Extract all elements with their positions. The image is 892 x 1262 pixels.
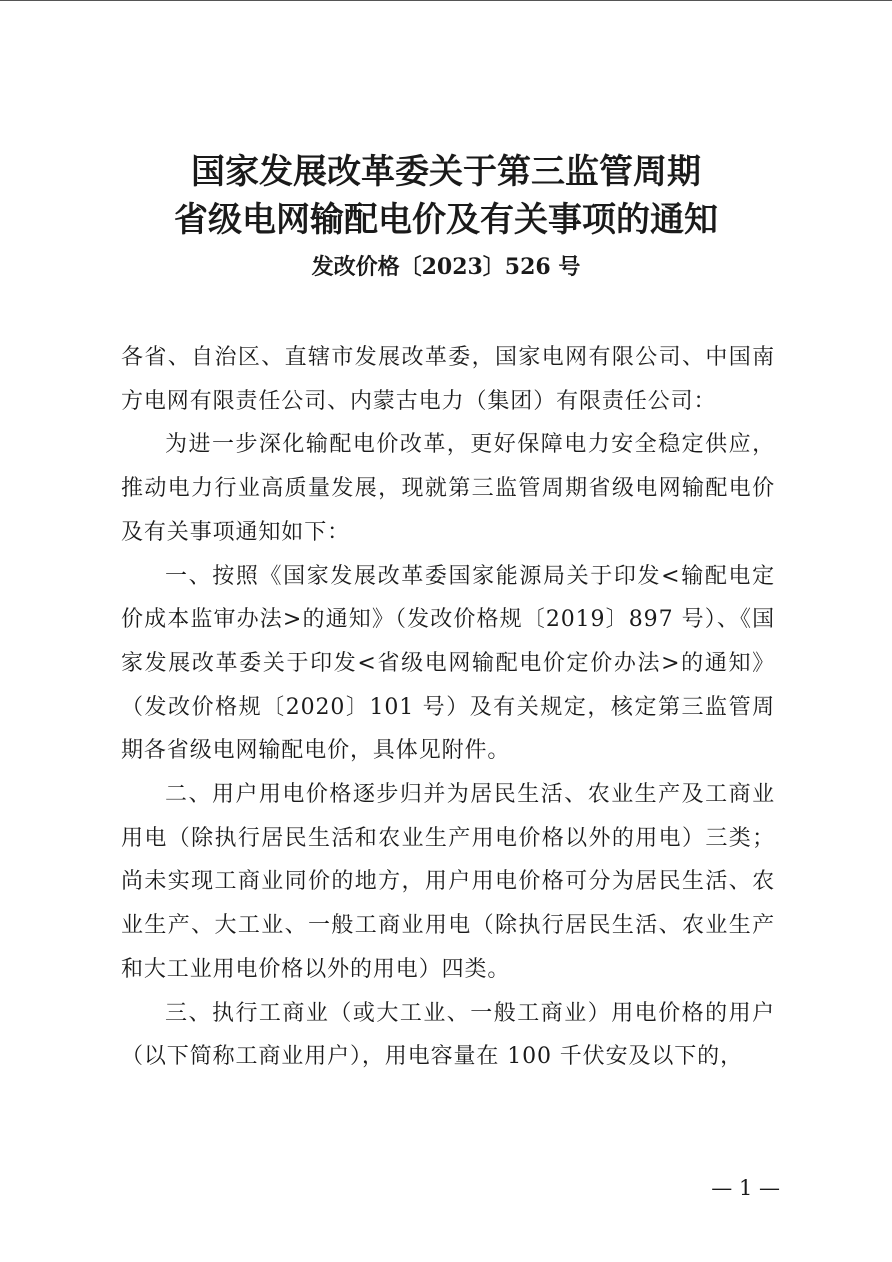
document-number: 发改价格〔2023〕526 号 — [311, 254, 581, 280]
page-number: — 1 — — [711, 1176, 780, 1200]
document-title-line-1: 国家发展改革委关于第三监管周期 — [191, 152, 701, 192]
document-title-line-2: 省级电网输配电价及有关事项的通知 — [174, 200, 718, 240]
paragraph-item-1: 一、按照《国家发展改革委国家能源局关于印发<输配电定价成本监审办法>的通知》（发改价格规〔2019〕897 号）、《国家发展改革委关于印发<省级电网输配电价定价办法>的通知》（发改价格规〔2020〕101 号）及有关规定，核定第三监管周期各省级电网输配电价，具体见附件。 — [121, 563, 775, 764]
page-top-border — [0, 0, 892, 1]
paragraph-intro: 为进一步深化输配电价改革，更好保障电力安全稳定供应，推动电力行业高质量发展，现就第三监管周期省级电网输配电价及有关事项通知如下： — [121, 432, 775, 545]
paragraph-item-3: 三、执行工商业（或大工业、一般工商业）用电价格的用户（以下简称工商业用户），用电容量在 100 千伏安及以下的， — [121, 1000, 775, 1070]
document-body — [121, 336, 775, 1079]
addressees: 各省、自治区、直辖市发展改革委，国家电网有限公司、中国南方电网有限责任公司、内蒙古电力（集团）有限责任公司： — [121, 345, 775, 414]
paragraph-item-2: 二、用户用电价格逐步归并为居民生活、农业生产及工商业用电（除执行居民生活和农业生产用电价格以外的用电）三类；尚未实现工商业同价的地方，用户用电价格可分为居民生活、农业生产、大工业、一般工商业用电（除执行居民生活、农业生产和大工业用电价格以外的用电）四类。 — [121, 782, 775, 982]
